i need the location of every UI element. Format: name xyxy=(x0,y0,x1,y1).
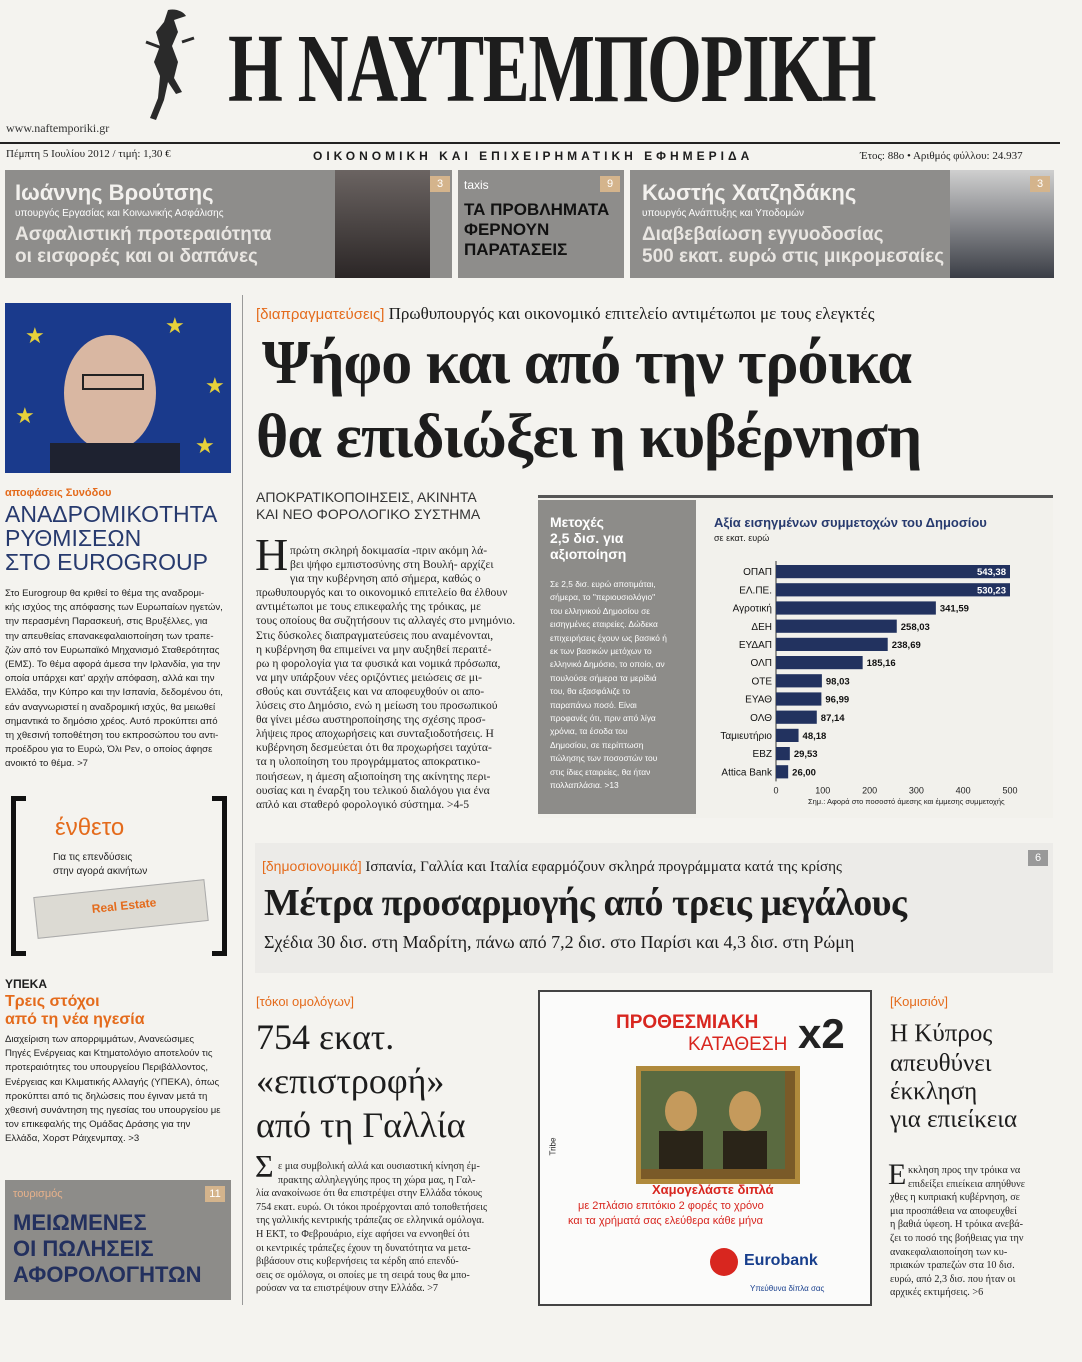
euro-kicker: αποφάσεις Συνόδου xyxy=(5,487,112,499)
text-line: Στο Eurogroup θα κριθεί το θέμα της αναδρομι- xyxy=(5,588,205,599)
data-label: 341,59 xyxy=(939,603,969,615)
text-line: βει ψήφο εμπιστοσύνης στη Βουλή- αρχίζει xyxy=(290,558,494,572)
spain-headline: Μέτρα προσαρμογής από τρεις μεγάλους xyxy=(264,882,907,924)
text-line: του, θα εξασφάλιζε το xyxy=(550,686,631,697)
bar xyxy=(776,765,788,778)
text-line: σθούς και συντάξεις και να αποφευχθούν οι απο- xyxy=(256,684,485,698)
ypeka-title-2: από τη νέα ηγεσία xyxy=(5,1011,145,1028)
teaser-role: υπουργός Εργασίας και Κοινωνικής Ασφάλισης xyxy=(15,208,224,219)
text-line: πρωθυπουργός και το οικονομικό επιτελείο θα έλθουν xyxy=(256,586,508,600)
text-line: Διαχείριση των απορριμμάτων, Ανανεώσιμες xyxy=(5,1034,195,1045)
bar xyxy=(776,692,821,705)
text-line: ζει το ποσό της βοήθειας για την xyxy=(890,1232,1024,1244)
column-divider xyxy=(242,295,243,1305)
text-line: πουλούσε σήμερα τα μερίδιά xyxy=(550,672,657,683)
tourism-kicker: τουρισμός xyxy=(13,1188,63,1200)
data-label: 98,03 xyxy=(825,676,850,688)
tick-label: 300 xyxy=(908,785,924,796)
text-line: κής ισχύος της απόφασης των Ευρωπαίων ηγετών, xyxy=(5,602,223,614)
text-line: εκ των βασικών μετόχων το xyxy=(550,646,652,657)
mona-lisa-painting xyxy=(636,1066,800,1184)
text-line: προκύπτει από τις δηλώσεις που έγιναν μετά τη xyxy=(5,1090,208,1102)
text-line: Σε 2,5 δισ. ευρώ αποτιμάται, xyxy=(550,579,656,589)
text-line: εάν αναγνωριστεί η αναδρομική ισχύς, θα μειωθεί xyxy=(5,701,216,713)
text-line: σημαντικά το δημόσιο χρέος. Αυτό προκύπτει από xyxy=(5,715,218,727)
portrait-photo xyxy=(335,170,430,278)
teaser-taxis[interactable] xyxy=(458,170,624,278)
masthead-rule xyxy=(0,142,1060,144)
tick-label: 100 xyxy=(815,785,831,796)
text-line: την απευθείας επανακεφαλαιοποίηση των τραπε- xyxy=(5,630,214,642)
site-url[interactable]: www.naftemporiki.gr xyxy=(6,121,110,135)
ad-brand: Eurobank xyxy=(744,1252,818,1269)
tourism-title-2: ΟΙ ΠΩΛΗΣΕΙΣ xyxy=(13,1236,154,1261)
bar xyxy=(776,674,822,687)
cyprus-headline-4: για επιείκεια xyxy=(890,1106,1018,1133)
lead-overline: Πρωθυπουργός και οικονομικό επιτελείο αντιμέτωποι με τους ελεγκτές xyxy=(388,304,875,323)
text-line: τα η υλοποίηση του προγράμματος αποκρατικο- xyxy=(256,755,481,769)
svg-text:★: ★ xyxy=(25,324,45,349)
eurobank-logo-icon xyxy=(710,1248,738,1276)
text-line: τους οποίους θα συζητήσουν τις αλλαγές στο μνημόνιο. xyxy=(256,614,516,628)
bar xyxy=(776,656,863,669)
euro-title-2: ΡΥΘΜΙΣΕΩΝ xyxy=(5,525,142,551)
category-label: ΟΠΑΠ xyxy=(743,567,772,579)
data-label: 185,16 xyxy=(866,658,896,670)
insert-magazine xyxy=(33,879,208,939)
bracket-left xyxy=(11,796,26,956)
category-label: Ταμιευτήριο xyxy=(720,731,772,742)
text-line: ρούσαν να τα επιστρέψουν στην Ελλάδα. >7 xyxy=(256,1283,439,1295)
text-line: στις ίδιες εταιρείες, θα ήταν xyxy=(550,766,651,777)
data-label: 543,38 xyxy=(976,567,1006,579)
issue-number: Έτος: 88ο • Αριθμός φύλλου: 24.937 xyxy=(860,150,1023,162)
category-label: ΕΒΖ xyxy=(752,749,772,761)
svg-text:★: ★ xyxy=(165,314,185,339)
text-line: τη χθεσινή τοποθέτηση του εκπροσώπου του αντι- xyxy=(5,730,219,742)
text-line: 754 εκατ. ευρώ. Οι τόκοι προέρχονται από τοποθετήσεις xyxy=(256,1201,488,1213)
eurobank-ad[interactable] xyxy=(538,990,872,1306)
cyprus-dropcap: Ε xyxy=(888,1158,907,1191)
category-label: ΔΕΗ xyxy=(751,621,772,633)
ad-title-1: ΠΡΟΘΕΣΜΙΑΚΗ xyxy=(616,1012,759,1033)
insert-sub-1: Για τις επενδύσεις xyxy=(53,852,133,863)
text-line: πολλαπλάσια. >13 xyxy=(550,780,619,791)
svg-text:★: ★ xyxy=(195,434,215,459)
ad-title-2: ΚΑΤΑΘΕΣΗ xyxy=(688,1034,788,1055)
ypeka-title-1: Τρεις στόχοι xyxy=(5,993,100,1010)
text-line: να μην υπάρξουν νέες οριζόντιες μειώσεις σε μι- xyxy=(256,670,483,684)
masthead-subtitle: ΟΙΚΟΝΟΜΙΚΗ ΚΑΙ ΕΠΙΧΕΙΡΗΜΑΤΙΚΗ ΕΦΗΜΕΡΙΔΑ xyxy=(313,149,754,163)
chart-note: Σημ.: Αφορά στο ποσοστό άμεσης και έμμεσης συμμετοχής xyxy=(808,797,1005,806)
page-ref: 11 xyxy=(205,1186,225,1202)
text-line: ελληνικό Δημόσιο, το οποίο, αν xyxy=(550,659,665,670)
text-line: παραπάνω ποσό. Είναι xyxy=(550,699,637,710)
bonds-body xyxy=(256,1160,518,1296)
data-label: 96,99 xyxy=(825,694,850,706)
bonds-dropcap: Σ xyxy=(255,1148,274,1184)
text-line: ανοικτό το θέμα. >7 xyxy=(5,758,89,770)
tourism-title-3: ΑΦΟΡΟΛΟΓΗΤΩΝ xyxy=(13,1262,202,1287)
text-line: σήμερα, το "περιουσιολόγιο" xyxy=(550,592,656,603)
chart-side-body xyxy=(550,578,692,793)
cyprus-headline-3: έκκληση xyxy=(890,1078,978,1105)
ypeka-body xyxy=(5,1033,237,1147)
tick-label: 0 xyxy=(773,785,779,796)
text-line: λήψεις προς αποχωρήσεις και συνταξιοδοτήσεις. Η xyxy=(256,727,494,741)
ad-multiplier: x2 xyxy=(798,1010,845,1057)
chart-side-title-3: αξιοποίηση xyxy=(550,546,627,562)
text-line: πριακών τραπεζών στα 10 δισ. xyxy=(890,1260,1015,1272)
teaser-name: Κωστής Χατζηδάκης xyxy=(642,180,857,205)
svg-text:★: ★ xyxy=(205,374,225,399)
text-line: ε μια συμβολική αλλά και ουσιαστική κίνηση έμ- xyxy=(278,1161,480,1172)
bar xyxy=(776,565,1010,578)
data-label: 87,14 xyxy=(820,712,845,724)
text-line: Στις δύσκολες διαπραγματεύσεις που αναμένονται, xyxy=(256,628,494,642)
ad-tagline: Χαμογελάστε διπλά xyxy=(652,1182,774,1197)
tick-label: 200 xyxy=(862,785,878,796)
category-label: ΟΛΘ xyxy=(750,712,772,724)
data-label: 238,69 xyxy=(891,640,921,651)
text-line: βιβάσουν στις κυβερνήσεις τα κέρδη από επενδύ- xyxy=(256,1256,459,1268)
text-line: τον επικεφαλής της Ομάδας Δράσης για την xyxy=(5,1119,191,1131)
category-label: Αγροτική xyxy=(732,603,772,615)
lead-body xyxy=(256,544,518,812)
bar xyxy=(776,711,817,724)
tourism-box[interactable] xyxy=(5,1180,231,1300)
cyprus-kicker: [Κομισιόν] xyxy=(890,994,948,1009)
teaser-headline-2: οι εισφορές και οι δαπάνες xyxy=(15,246,258,267)
text-line: εισηγμένες εταιρείες. Δώδεκα xyxy=(550,619,658,630)
text-line: η κυβέρνηση θα επιμείνει να μην αυξηθεί περαιτέ- xyxy=(256,642,492,656)
data-label: 26,00 xyxy=(792,767,816,779)
text-line: ευρώ, από 2,3 δισ. που ήταν οι xyxy=(890,1273,1016,1285)
lead-headline-1: Ψήφο και από την τρόικα xyxy=(262,329,911,397)
svg-text:★: ★ xyxy=(15,404,35,429)
text-line: θα γίνει μέσω αυστηροποίησης της σχέσης προσ- xyxy=(256,713,486,727)
text-line: πρακτης αλληλεγγύης προς τη χώρα μας, η Γαλ- xyxy=(278,1174,476,1186)
text-line: Πηγές Ενέργειας και Κτηματολόγιο αποτελούν τις xyxy=(5,1048,213,1060)
category-label: Attica Bank xyxy=(721,767,772,779)
page-ref: 3 xyxy=(1030,176,1050,192)
bracket-right xyxy=(212,796,227,956)
bonds-headline-3: από τη Γαλλία xyxy=(256,1105,466,1145)
spain-overline: Ισπανία, Γαλλία και Ιταλία εφαρμόζουν σκληρά προγράμματα κατά της κρίσης xyxy=(365,859,842,875)
lead-overline-row xyxy=(256,304,875,324)
text-line: προτεραιότητες του υπουργείου Περιβάλλοντος, xyxy=(5,1062,209,1074)
bar xyxy=(776,747,790,760)
tourism-title-1: ΜΕΙΩΜΕΝΕΣ xyxy=(13,1210,147,1235)
text-line: την περασμένη Παρασκευή, στις Βρυξέλλες, για xyxy=(5,616,208,628)
bar xyxy=(776,638,888,651)
cyprus-headline-1: Η Κύπρος xyxy=(890,1020,993,1047)
chart-side-title-2: 2,5 δισ. για xyxy=(550,530,624,546)
data-label: 29,53 xyxy=(793,749,818,761)
teaser-headline-1: Διαβεβαίωση εγγυοδοσίας xyxy=(642,224,884,245)
insert-title: ένθετο xyxy=(55,814,125,841)
lead-kicker: [διαπραγματεύσεις] xyxy=(256,306,385,323)
euro-body xyxy=(5,587,237,772)
text-line: επιδείξει επιείκεια απηύθυνε xyxy=(908,1178,1025,1190)
text-line: (ΕΜΣ). Το θέμα αφορά άμεσα την Ιρλανδία, για την xyxy=(5,659,221,671)
hermes-icon xyxy=(138,2,198,132)
bonds-headline-2: «επιστροφή» xyxy=(256,1061,445,1101)
text-line: προέδρου για το Ευρώ, Όλι Ρεν, ο οποίος άφησε xyxy=(5,744,213,756)
teaser-headline-3: ΠΑΡΑΤΑΣΕΙΣ xyxy=(464,240,568,259)
bar xyxy=(776,620,897,633)
text-line: σεις σε ομόλογα, οι οποίες με τη σειρά τους θα μπο- xyxy=(256,1269,470,1281)
text-line: ρω η φορολογία για τα φυσικά και νομικά πρόσωπα, xyxy=(256,656,501,670)
spain-subhead: Σχέδια 30 δισ. στη Μαδρίτη, πάνω από 7,2 δισ. στο Παρίσι και 4,3 δισ. στη Ρώμη xyxy=(264,932,855,952)
data-label: 530,23 xyxy=(976,585,1006,597)
text-line: Δημοσίου, σε περίπτωση xyxy=(550,739,644,750)
text-line: χθεσινή συνάντηση της ηγεσίας του υπουργείου με xyxy=(5,1105,221,1117)
text-line: λία ανακοίνωσε ότι θα επιστρέψει στην Ελλάδα τόκους xyxy=(256,1188,482,1200)
text-line: Ελλάδα, την Κύπρο και την Ισπανία, δεδομένου ότι, xyxy=(5,687,223,699)
insert-sub-2: στην αγορά ακινήτων xyxy=(53,866,148,877)
data-label: 258,03 xyxy=(900,621,930,633)
text-line: αρχικές εκτιμήσεις. >6 xyxy=(890,1287,984,1299)
teaser-headline-2: ΦΕΡΝΟΥΝ xyxy=(464,220,550,239)
chart-side-title-1: Μετοχές xyxy=(550,514,604,530)
teaser-headline-1: Ασφαλιστική προτεραιότητα xyxy=(15,224,272,245)
lead-subhead-2: ΚΑΙ ΝΕΟ ΦΟΡΟΛΟΓΙΚΟ ΣΥΣΤΗΜΑ xyxy=(256,506,481,522)
chart-sidebar xyxy=(538,500,696,814)
dateline: Πέμπτη 5 Ιουλίου 2012 / τιμή: 1,30 € xyxy=(6,148,171,160)
insert-box[interactable] xyxy=(5,796,231,948)
text-line: ανακεφαλαιοποίηση των κυ- xyxy=(890,1246,1008,1258)
spain-kicker: [δημοσιονομικά] xyxy=(262,858,362,874)
text-line: ζών από τον Ευρωπαϊκό Μηχανισμό Σταθερότητας xyxy=(5,644,220,656)
cyprus-headline-2: απευθύνει xyxy=(890,1050,992,1077)
page-ref: 3 xyxy=(430,176,450,192)
category-label: ΟΤΕ xyxy=(751,676,772,688)
text-line: ουσίας και η έναρξη του τελικού διαλόγου για ένα xyxy=(256,783,490,797)
painting-icon xyxy=(641,1071,785,1169)
text-line: οι κεντρικές τράπεζες έχουν τη δυνατότητα να μετα- xyxy=(256,1242,471,1254)
masthead-logo-figure xyxy=(138,2,198,132)
lead-headline-2: θα επιδιώξει η κυβέρνηση xyxy=(256,403,922,471)
text-line: λύσεις στο Δημόσιο, ενώ η μείωση του προσωπικού xyxy=(256,699,498,713)
page-ref: 6 xyxy=(1028,850,1048,866)
insert-mag-title: Real Estate xyxy=(91,895,157,917)
text-line: για την κυβέρνηση από σήμερα, καθώς ο xyxy=(290,572,481,586)
text-line: μια προσπάθεια να αποφευχθεί xyxy=(890,1205,1017,1217)
ad-text-2: και τα χρήματά σας ελεύθερα κάθε μήνα xyxy=(568,1215,763,1227)
text-line: Η ΕΚΤ, το Φεβρουάριο, είχε αφήσει να εννοηθεί ότι xyxy=(256,1228,470,1240)
text-line: ποιήσεων, η άμεση αξιοποίηση της ακίνητης περι- xyxy=(256,769,491,783)
lead-dropcap: Η xyxy=(255,529,289,580)
page-ref: 9 xyxy=(600,176,620,192)
data-label: 48,18 xyxy=(802,731,827,742)
teaser-vroutsis[interactable] xyxy=(5,170,452,278)
ad-slogan: Υπεύθυνα δίπλα σας xyxy=(750,1284,825,1293)
euro-title-3: ΣΤΟ EUROGROUP xyxy=(5,549,208,575)
category-label: ΕΥΔΑΠ xyxy=(738,640,772,651)
teaser-headline-1: ΤΑ ΠΡΟΒΛΗΜΑΤΑ xyxy=(464,200,610,219)
ypeka-kicker: ΥΠΕΚΑ xyxy=(5,977,48,991)
text-line: απλό και σταθερό φορολογικό σύστημα. >4-5 xyxy=(256,797,470,811)
bar-chart xyxy=(700,555,1050,811)
text-line: Ελλάδα, Χορστ Ράιχενμπαχ. >3 xyxy=(5,1133,140,1145)
bonds-kicker: [τόκοι ομολόγων] xyxy=(256,994,355,1009)
euro-title-1: ΑΝΑΔΡΟΜΙΚΟΤΗΤΑ xyxy=(5,501,218,527)
bar xyxy=(776,583,1010,596)
text-line: κυβέρνηση δεσμεύεται ότι θα προχωρήσει ταχύτα- xyxy=(256,741,492,755)
teaser-label: taxis xyxy=(464,178,489,192)
text-line: του ελληνικού Δημοσίου σε xyxy=(550,605,650,616)
text-line: πώλησης των ποσοστών του xyxy=(550,753,658,764)
ad-side-label: Tribe xyxy=(548,1137,558,1156)
teaser-headline-2: 500 εκατ. ευρώ στις μικρομεσαίες xyxy=(642,246,945,267)
masthead-title: Η ΝΑΥΤΕΜΠΟΡΙΚΗ xyxy=(228,15,876,123)
text-line: πρώτη σκληρή δοκιμασία -πριν ακόμη λά- xyxy=(290,544,488,557)
teaser-name: Ιωάννης Βρούτσης xyxy=(15,180,214,205)
bonds-headline-1: 754 εκατ. xyxy=(256,1017,395,1057)
rehn-photo xyxy=(5,303,231,473)
tick-label: 500 xyxy=(1002,785,1018,796)
tick-label: 400 xyxy=(955,785,971,796)
text-line: κκληση προς την τρόικα να xyxy=(908,1165,1021,1176)
text-line: επιχειρήσεις έχουν ως βασικό ή xyxy=(550,632,667,643)
category-label: ΟΛΠ xyxy=(750,658,772,670)
text-line: η βαθιά ύφεση. Η τρόικα ανεβά- xyxy=(890,1219,1023,1231)
text-line: οποία υπάρχει κατ' αρχήν απόφαση, αλλά και την xyxy=(5,673,215,685)
ad-text-1: με 2πλάσιο επιτόκιο 2 φορές το χρόνο xyxy=(578,1200,764,1212)
cyprus-body xyxy=(890,1164,1056,1300)
category-label: ΕΥΑΘ xyxy=(745,694,772,706)
text-line: της γαλλικής κεντρικής τράπεζας σε ελληνικά ομόλογα. xyxy=(256,1215,485,1227)
text-line: αντιμέτωποι με τους επικεφαλής της τρόικας, με xyxy=(256,600,482,614)
chart-title: Αξία εισηγμένων συμμετοχών του Δημοσίου xyxy=(714,515,987,530)
text-line: χθες η κυπριακή κυβέρνηση, σε xyxy=(890,1192,1020,1204)
text-line: χρόνια, τα έσοδα του xyxy=(550,726,628,737)
bar xyxy=(776,601,936,614)
category-label: ΕΛ.ΠΕ. xyxy=(739,585,772,597)
bar xyxy=(776,729,799,742)
lead-subhead-1: ΑΠΟΚΡΑΤΙΚΟΠΟΙΗΣΕΙΣ, ΑΚΙΝΗΤΑ xyxy=(256,489,477,505)
spain-overline-row xyxy=(262,858,842,876)
eu-flag-stars-icon xyxy=(5,303,231,473)
chart-subtitle: σε εκατ. ευρώ xyxy=(714,533,770,543)
teaser-hatzidakis[interactable] xyxy=(630,170,1054,278)
teaser-role: υπουργός Ανάπτυξης και Υποδομών xyxy=(642,208,804,219)
text-line: Ενέργειας και Κλιματικής Αλλαγής (ΥΠΕΚΑ), όπως xyxy=(5,1076,220,1088)
text-line: προφανές ότι, πριν από λίγα xyxy=(550,713,656,724)
